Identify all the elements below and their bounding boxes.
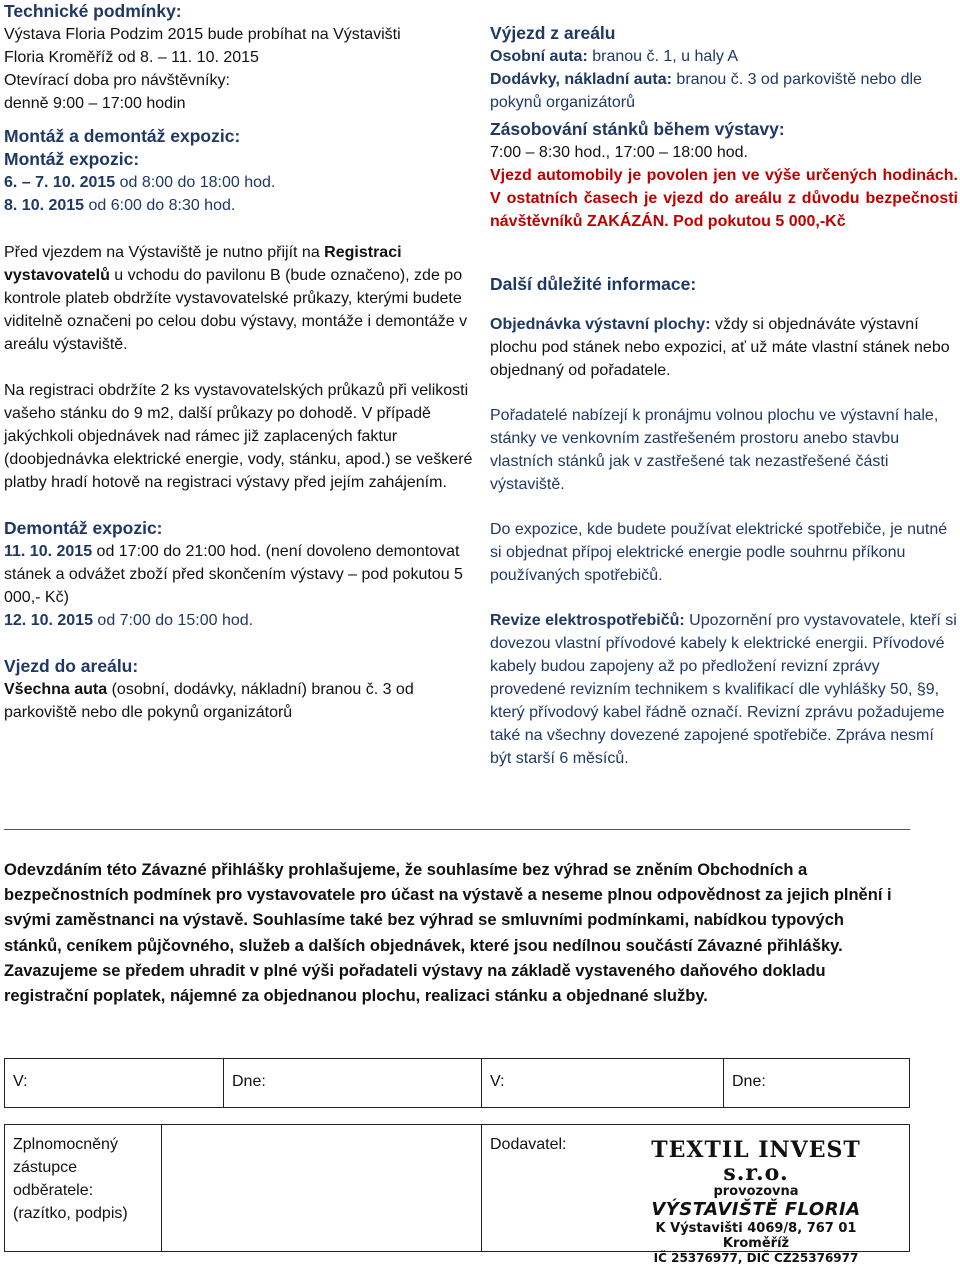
montaz-heading: Montáž a demontáž expozic: <box>4 126 241 146</box>
place-field-customer[interactable]: V: <box>13 1073 28 1090</box>
right-column <box>490 22 958 770</box>
signature-boxes <box>4 1124 910 1265</box>
tech-line: Floria Kroměříž od 8. – 11. 10. 2015 <box>4 49 259 66</box>
vjezd-text: Všechna auta (osobní, dodávky, nákladní) branou č. 3 od parkoviště nebo dle pokynů organizátorů <box>4 681 414 721</box>
registration-paragraph-2: Na registraci obdržíte 2 ks vystavovatelských průkazů při velikosti vašeho stánku do 9 m2, další průkazy po dohodě. V případě jakýchkoli objednávek nad rámec již zaplacených faktur (doobjednávka elektrické energie, vody, stánku, apod.) se veškeré platby hradí hotově na registraci výstavy před jejím zahájením. <box>4 382 473 491</box>
declaration-statement: Odevzdáním této Závazné přihlášky prohlašujeme, že souhlasíme bez výhrad se zněním Obchodních a bezpečnostních podmínek pro vystavovatele pro účast na výstavě a neseme plnou odpovědnost za jejich plnění i svými zaměstnanci na výstavě. Souhlasíme také bez výhrad se smluvními podmínkami, nabídkou typových stánků, ceníkem půjčovného, služeb a dalších objednávek, které jsou nedílnou součástí Závazné přihlášky. Zavazujeme se předem uhradit v plné výši pořadateli výstavy na základě vystaveného daňového dokladu registrační poplatek, nájemné za objednanou plochu, realizaci stánku a objednané služby. <box>4 861 892 1006</box>
zastupce-label <box>5 1125 161 1251</box>
demontaz-heading: Demontáž expozic: <box>4 518 163 538</box>
vyjezd-line-2: Dodávky, nákladní auta: branou č. 3 od parkoviště nebo dle pokynů organizátorů <box>490 71 922 111</box>
left-column <box>4 0 474 724</box>
objednavka-paragraph: Objednávka výstavní plochy: vždy si objednáváte výstavní plochu pod stánek nebo expozici, ať už máte vlastní stánek nebo objednaný od pořadatele. <box>490 316 950 379</box>
montaz-line-1: 6. – 7. 10. 2015 od 8:00 do 18:00 hod. <box>4 174 276 191</box>
stamp-venue: VÝSTAVIŠTĚ FLORIA <box>651 1199 861 1220</box>
demontaz-line-2: 12. 10. 2015 od 7:00 do 15:00 hod. <box>4 612 254 629</box>
zasobovani-heading: Zásobování stánků během výstavy: <box>490 119 785 139</box>
zastupce-line: (razítko, podpis) <box>13 1205 128 1222</box>
zastupce-line: Zplnomocněný <box>13 1136 118 1153</box>
tech-heading: Technické podmínky: <box>4 1 182 21</box>
revize-paragraph: Revize elektrospotřebičů: Upozornění pro vystavovatele, kteří si dovezou vlastní přívodové kabely k elektrické energii. Přívodové kabely budou zapojeny až po předložení revizní zprávy provedené revizním technikem s kvalifikací dle vyhlášky 50, §9, který přívodový kabel řádně označí. Revizní zprávu požadujeme také na všechny dovezené zapojené spotřebiče. Zpráva nesmí být starší 6 měsíců. <box>490 612 957 767</box>
date-field-supplier[interactable]: Dne: <box>723 1059 909 1107</box>
zastupce-line: zástupce <box>13 1159 78 1176</box>
zastupce-line: odběratele: <box>13 1182 94 1199</box>
stamp-provozovna: provozovna <box>713 1184 799 1199</box>
zasobovani-warning: Vjezd automobily je povolen jen ve výše určených hodinách. V ostatních časech je vjezd do areálu z důvodu bezpečnosti návštěvníků ZAKÁZÁN. Pod pokutou 5 000,-Kč <box>490 167 958 230</box>
registration-paragraph: Před vjezdem na Výstaviště je nutno přijít na Registraci vystavovatelů u vchodu do pavilonu B (bude označeno), zde po kontrole plateb obdržíte vystavovatelské průkazy, kterými budete viditelně označeni po celou dobu výstavy, montáže i demontáže v areálu výstaviště. <box>4 244 468 353</box>
montaz-subheading: Montáž expozic: <box>4 149 140 169</box>
zasobovani-times: 7:00 – 8:30 hod., 17:00 – 18:00 hod. <box>490 144 748 161</box>
info-heading: Další důležité informace: <box>490 274 697 294</box>
dodavatel-label: Dodavatel: <box>490 1136 567 1153</box>
vjezd-heading: Vjezd do areálu: <box>4 656 139 676</box>
poradatele-paragraph: Pořadatelé nabízejí k pronájmu volnou plochu ve výstavní hale, stánky ve venkovním zastřešeném prostoru anebo stavbu vlastních stánků jak v zastřešené tak nezastřešené části výstaviště. <box>490 407 939 493</box>
tech-line: denně 9:00 – 17:00 hodin <box>4 95 186 112</box>
stamp-ids: IČ 25376977, DIČ CZ25376977 <box>653 1251 859 1265</box>
tech-line: Otevírací doba pro návštěvníky: <box>4 72 230 89</box>
date-field-customer[interactable]: Dne: <box>223 1059 481 1107</box>
section-divider <box>4 829 910 830</box>
vyjezd-line-1: Osobní auta: branou č. 1, u haly A <box>490 48 739 65</box>
tech-line: Výstava Floria Podzim 2015 bude probíhat na Výstavišti <box>4 26 401 43</box>
demontaz-line-1: 11. 10. 2015 od 17:00 do 21:00 hod. (není dovoleno demontovat stánek a odvážet zboží před skončením výstavy – pod pokutou 5 000,- Kč) <box>4 543 463 606</box>
elektro-paragraph: Do expozice, kde budete používat elektrické spotřebiče, je nutné si objednat přípoj elektrické energie podle souhrnu příkonu používaných spotřebičů. <box>490 521 948 584</box>
supplier-stamp-area <box>481 1125 909 1265</box>
place-field-supplier[interactable]: V: <box>481 1059 723 1107</box>
stamp-address: K Výstavišti 4069/8, 767 01 Kroměříž <box>655 1221 857 1251</box>
customer-stamp-area[interactable] <box>161 1125 481 1251</box>
montaz-line-2: 8. 10. 2015 od 6:00 do 8:30 hod. <box>4 197 236 214</box>
vyjezd-heading: Výjezd z areálu <box>490 23 616 43</box>
signature-row <box>4 1058 910 1108</box>
company-stamp <box>636 1139 876 1265</box>
stamp-company-name: TEXTIL INVEST s.r.o. <box>651 1137 861 1186</box>
